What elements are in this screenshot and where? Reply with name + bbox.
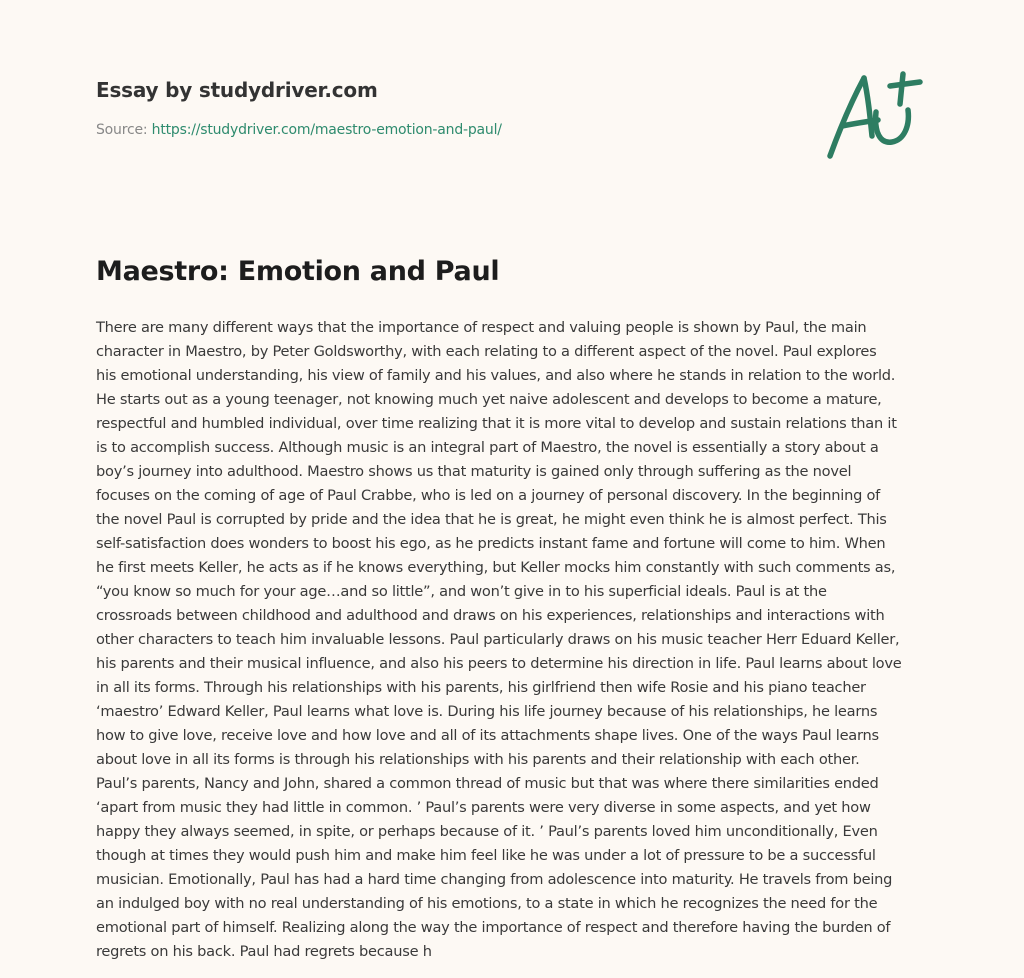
essay-title: Maestro: Emotion and Paul bbox=[96, 256, 500, 287]
essay-line: the novel Paul is corrupted by pride and the idea that he is great, he might even think he is almost perfect. This bbox=[96, 511, 887, 528]
essay-line: in all its forms. Through his relationships with his parents, his girlfriend then wife Rosie and his piano teacher bbox=[96, 679, 866, 696]
essay-line: his emotional understanding, his view of family and his values, and also where he stands in relation to the world. bbox=[96, 367, 896, 384]
source-label: Source: bbox=[96, 122, 148, 138]
essay-line: how to give love, receive love and how love and all of its attachments shape lives. One of the ways Paul learns bbox=[96, 727, 879, 744]
source-link[interactable]: https://studydriver.com/maestro-emotion-and-paul/ bbox=[151, 122, 502, 138]
essay-line: an indulged boy with no real understanding of his emotions, to a state in which he recognizes the need for the bbox=[96, 895, 878, 912]
essay-line: “you know so much for your age…and so little”, and won’t give in to his superficial ideals. Paul is at the bbox=[96, 583, 827, 600]
essay-line: crossroads between childhood and adulthood and draws on his experiences, relationships and interactions with bbox=[96, 607, 885, 624]
essay-line: He starts out as a young teenager, not knowing much yet naive adolescent and develops to become a mature, bbox=[96, 391, 882, 408]
essay-line: ‘maestro’ Edward Keller, Paul learns what love is. During his life journey because of his relationships, he learns bbox=[96, 703, 878, 720]
site-title: Essay by studydriver.com bbox=[96, 78, 378, 102]
essay-line: regrets on his back. Paul had regrets because h bbox=[96, 943, 432, 960]
essay-line: Paul’s parents, Nancy and John, shared a common thread of music but that was where there similarities ended bbox=[96, 775, 879, 792]
essay-line: is to accomplish success. Although music is an integral part of Maestro, the novel is essentially a story about a bbox=[96, 439, 879, 456]
a-plus-grade-icon bbox=[820, 64, 930, 164]
essay-line: There are many different ways that the importance of respect and valuing people is shown by Paul, the main bbox=[96, 319, 867, 336]
essay-line: musician. Emotionally, Paul has had a hard time changing from adolescence into maturity. He travels from being bbox=[96, 871, 893, 888]
essay-line: respectful and humbled individual, over time realizing that it is more vital to develop and sustain relations than it bbox=[96, 415, 897, 432]
essay-line: his parents and their musical influence, and also his peers to determine his direction in life. Paul learns about love bbox=[96, 655, 902, 672]
essay-line: focuses on the coming of age of Paul Crabbe, who is led on a journey of personal discovery. In the beginning of bbox=[96, 487, 881, 504]
page-header bbox=[96, 76, 796, 140]
essay-line: character in Maestro, by Peter Goldsworthy, with each relating to a different aspect of the novel. Paul explores bbox=[96, 343, 877, 360]
essay-line: ‘apart from music they had little in common. ’ Paul’s parents were very diverse in some aspects, and yet how bbox=[96, 799, 871, 816]
essay-line: happy they always seemed, in spite, or perhaps because of it. ’ Paul’s parents loved him unconditionally, Even bbox=[96, 823, 878, 840]
essay-line: emotional part of himself. Realizing along the way the importance of respect and therefore having the burden of bbox=[96, 919, 891, 936]
essay-body bbox=[96, 316, 936, 964]
essay-line: about love in all its forms is through his relationships with his parents and their relationship with each other. bbox=[96, 751, 860, 768]
source-line bbox=[96, 120, 796, 140]
essay-line: other characters to teach him invaluable lessons. Paul particularly draws on his music teacher Herr Eduard Keller, bbox=[96, 631, 900, 648]
essay-line: boy’s journey into adulthood. Maestro shows us that maturity is gained only through suffering as the novel bbox=[96, 463, 852, 480]
essay-line: self-satisfaction does wonders to boost his ego, as he predicts instant fame and fortune will come to him. When bbox=[96, 535, 886, 552]
essay-line: he first meets Keller, he acts as if he knows everything, but Keller mocks him constantly with such comments as, bbox=[96, 559, 896, 576]
essay-line: though at times they would push him and make him feel like he was under a lot of pressure to be a successful bbox=[96, 847, 876, 864]
